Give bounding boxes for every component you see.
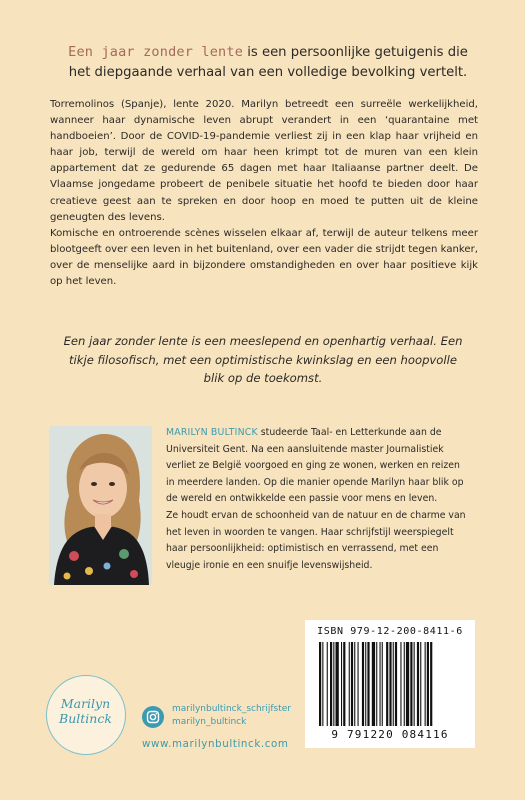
logo-line-2: Bultinck: [59, 711, 112, 726]
barcode-bar: [372, 642, 375, 726]
barcode-bar: [327, 642, 328, 726]
barcode-bar: [358, 642, 359, 726]
barcode-bar: [362, 642, 364, 726]
barcode-bar: [417, 642, 419, 726]
barcode-bar: [341, 642, 342, 726]
barcode-bar: [322, 642, 323, 726]
bio-paragraph-2: Ze houdt ervan de schoonheid van de natuur en de charme van het leven in woorden te vangen. Haar schrijfstijl weerspiegelt haar persoonlijkheid: optimistisch en verrassend, met een vleugje ironie en een snuifje levenswijsheid.: [166, 509, 466, 571]
barcode-bar: [319, 642, 321, 726]
author-logo: [46, 675, 126, 755]
barcode-bar: [349, 642, 350, 726]
quote-text: Een jaar zonder lente is een meeslepend en openhartig verhaal. Een tikje filosofisch, met een optimistische kwinkslag en een hoopvolle blik op de toekomst.: [63, 334, 463, 385]
website-link[interactable]: www.marilynbultinck.com: [142, 738, 289, 750]
barcode-bar: [425, 642, 426, 726]
instagram-handle-1[interactable]: marilynbultinck_schrijfster: [172, 704, 291, 714]
intro-text: [58, 42, 478, 83]
blurb-paragraph-1: Torremolinos (Spanje), lente 2020. Marilyn betreedt een surreële werkelijkheid, wanneer haar dynamische leven abrupt verandert in een ‘quarantaine met handboeien’. Door de COVID-19-pandemie verliest zij in een klap haar vrijheid en haar job, terwijl de wereld om haar heen krimpt tot de muren van een klein appartement dat ze gedurende 65 dagen met haar Italiaanse partner deelt. De Vlaamse jongedame probeert de penibele situatie het hoofd te bieden door haar creatieve geest aan te spreken en door hoop en moed te putten uit de kleine geneugten des levens.: [50, 99, 478, 223]
barcode-bar: [395, 642, 397, 726]
barcode-bar: [430, 642, 432, 726]
barcode-bar: [406, 642, 409, 726]
blurb-paragraph-2: Komische en ontroerende scènes wisselen elkaar af, terwijl de auteur telkens meer blootgeeft over een leven in het buitenland, over een vader die strijdt tegen kanker, over de menselijke aard in bijzondere omstandigheden en over haar positieve kijk op het leven.: [50, 227, 478, 288]
barcode-bar: [400, 642, 401, 726]
barcode-bar: [414, 642, 415, 726]
instagram-handle-2[interactable]: marilyn_bultinck: [172, 716, 247, 727]
barcode-bar: [380, 642, 381, 726]
barcode-bar: [365, 642, 366, 726]
barcode-bar: [351, 642, 353, 726]
barcode-bar: [393, 642, 394, 726]
barcode-bar: [343, 642, 345, 726]
logo-line-1: Marilyn: [60, 696, 111, 711]
barcode-box: [305, 620, 475, 748]
author-portrait-illustration: [49, 426, 152, 585]
blurb-body: [50, 97, 478, 290]
barcode-bar: [367, 642, 369, 726]
barcode-digits: 9 791220 084116: [331, 728, 449, 741]
author-photo: [49, 426, 152, 585]
barcode-bar: [336, 642, 339, 726]
barcode-bar: [354, 642, 355, 726]
barcode-bar: [427, 642, 429, 726]
instagram-handles: [172, 703, 291, 728]
isbn-number: ISBN 979-12-200-8411-6: [317, 626, 463, 637]
instagram-icon[interactable]: [142, 706, 164, 728]
intro-rest: is een persoonlijke getuigenis die het diepgaande verhaal van een volledige bevolking vertelt.: [68, 45, 468, 80]
barcode-bar: [382, 642, 383, 726]
barcode-bar: [410, 642, 412, 726]
author-bio: [166, 425, 471, 574]
author-name: MARILYN BULTINCK: [166, 427, 258, 438]
book-title: Een jaar zonder lente: [68, 44, 244, 60]
barcode-bar: [389, 642, 391, 726]
logo-text: [47, 696, 124, 726]
barcode-bar: [404, 642, 405, 726]
barcode-bar: [376, 642, 377, 726]
barcode-bar: [420, 642, 421, 726]
barcode-bar: [333, 642, 334, 726]
bio-paragraph-1: studeerde Taal- en Letterkunde aan de Universiteit Gent. Na een aansluitende master Journalistiek verliet ze België voorgoed en ging ze wonen, werken en reizen in meerdere landen. Op die manier opende Marilyn haar blik op de wereld en ontwikkelde een passie voor mens en leven.: [166, 427, 464, 505]
barcode-bar: [330, 642, 332, 726]
barcode-bar: [386, 642, 388, 726]
